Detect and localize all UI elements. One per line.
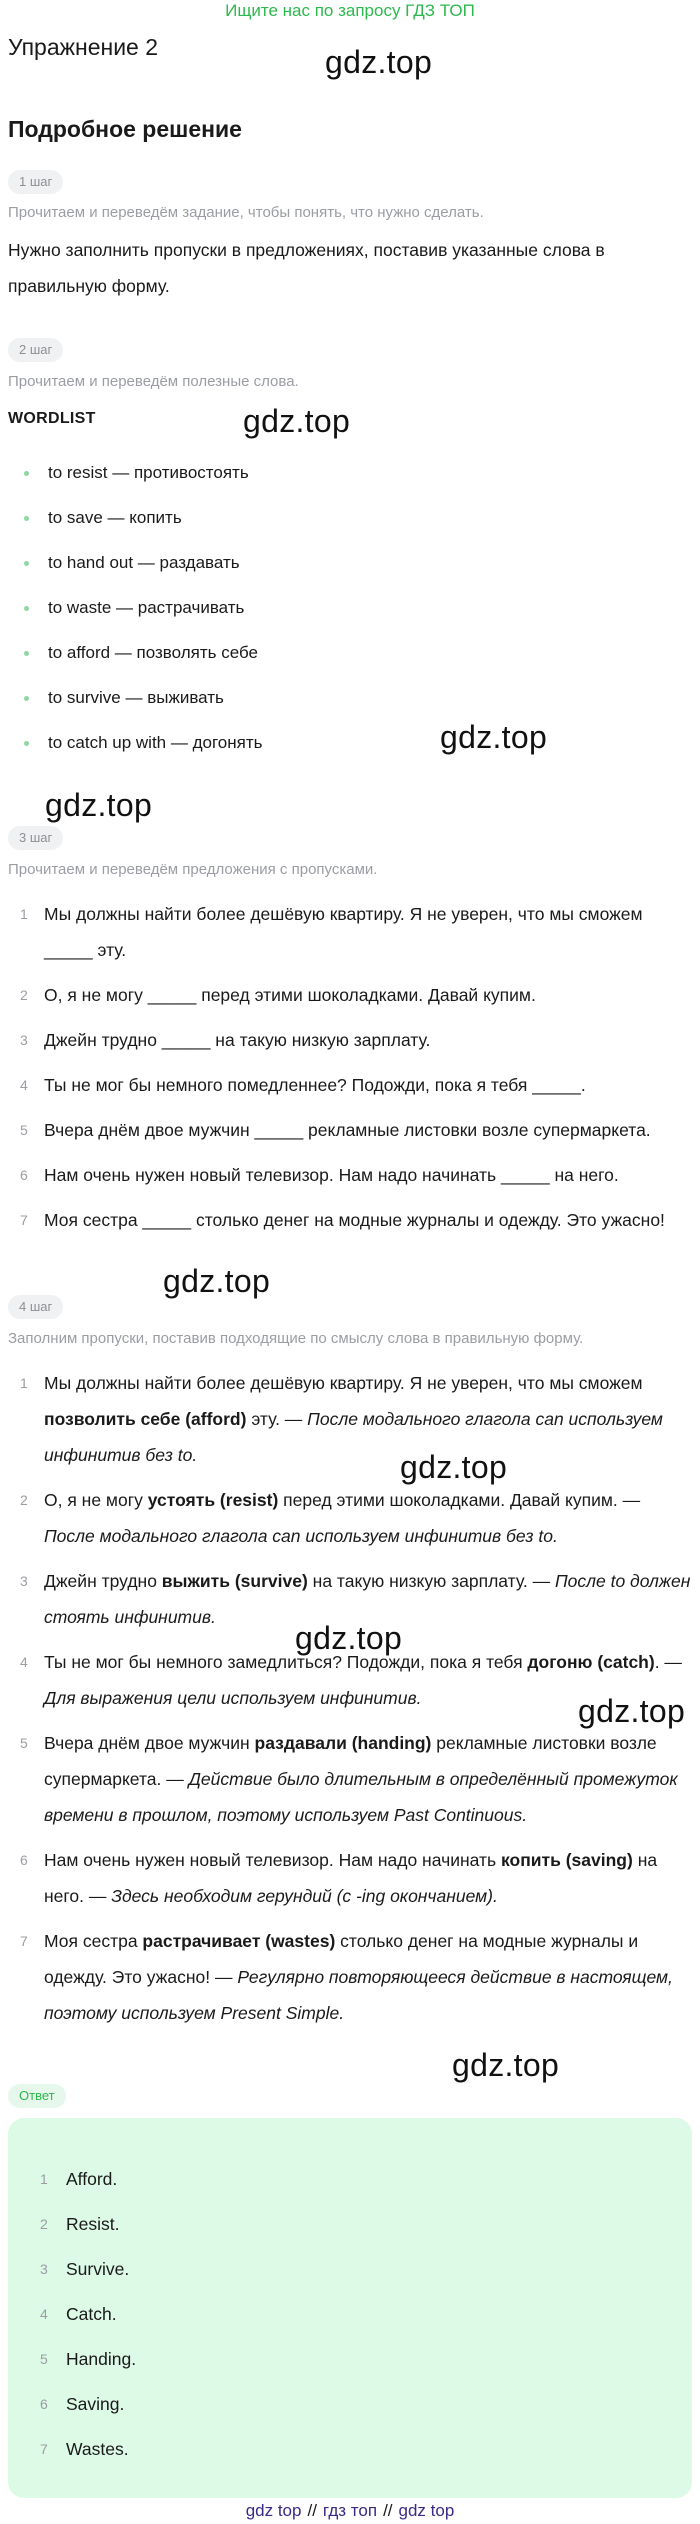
watermark: gdz.top xyxy=(295,1620,403,1656)
footer-links xyxy=(0,2500,700,2522)
watermark: gdz.top xyxy=(452,2047,560,2083)
step-badge: 2 шаг xyxy=(8,338,63,362)
step-note: Прочитаем и переведём задание, чтобы понять, что нужно сделать. xyxy=(8,204,484,221)
step-note: Заполним пропуски, поставив подходящие по смыслу слова в правильную форму. xyxy=(8,1330,584,1347)
list-item: to resist — противостоять xyxy=(24,455,262,500)
exercise-title: Упражнение 2 xyxy=(8,34,159,60)
search-banner[interactable]: Ищите нас по запросу ГДЗ ТОП xyxy=(225,1,475,20)
bullet-icon xyxy=(24,651,29,656)
separator: // xyxy=(307,2501,317,2520)
list-item: to waste — растрачивать xyxy=(24,590,262,635)
list-item: 2 О, я не могу устоять (resist) перед этими шоколадками. Давай купим. — После модального глагола can используем инфинитив без to. xyxy=(20,1490,641,1546)
step-note: Прочитаем и переведём полезные слова. xyxy=(8,373,299,390)
list-item: 2 Resist. xyxy=(40,2214,120,2234)
list-item: 6 Нам очень нужен новый телевизор. Нам надо начинать _____ на него. xyxy=(20,1165,619,1185)
footer-link-gdz-top-2[interactable]: gdz top xyxy=(398,2501,455,2520)
list-item: 3 Survive. xyxy=(40,2259,130,2279)
watermark: gdz.top xyxy=(243,403,351,439)
step-badge: 1 шаг xyxy=(8,170,63,194)
list-item: 1 Afford. xyxy=(40,2169,118,2189)
list-item: 2 О, я не могу _____ перед этими шоколадками. Давай купим. xyxy=(20,985,536,1005)
bullet-icon xyxy=(24,516,29,521)
list-item: 4 Ты не мог бы немного помедленнее? Подожди, пока я тебя _____. xyxy=(20,1075,586,1095)
wordlist xyxy=(24,455,262,770)
answer-badge: Ответ xyxy=(8,2084,66,2108)
separator: // xyxy=(383,2501,393,2520)
watermark: gdz.top xyxy=(325,44,433,80)
watermark: gdz.top xyxy=(400,1449,508,1485)
footer-link-gdz-top-ru[interactable]: гдз топ xyxy=(322,2501,378,2520)
task-description: Нужно заполнить пропуски в предложениях, поставив указанные слова в правильную форму. xyxy=(8,240,605,296)
list-item: 7 Моя сестра растрачивает (wastes) столько денег на модные журналы и одежду. Это ужасно! — Регулярно повторяющееся действие в настоящем, поэтому используем Present Simple. xyxy=(20,1931,673,2023)
watermark: gdz.top xyxy=(163,1263,271,1299)
solution-title: Подробное решение xyxy=(8,116,242,142)
bullet-icon xyxy=(24,741,29,746)
list-item: 4 Catch. xyxy=(40,2304,117,2324)
step-badge: 3 шаг xyxy=(8,826,63,850)
list-item: 3 Джейн трудно выжить (survive) на такую низкую зарплату. — После to должен стоять инфинитив. xyxy=(20,1571,691,1627)
wordlist-title: WORDLIST xyxy=(8,410,96,427)
bullet-icon xyxy=(24,471,29,476)
footer-link-gdz-top[interactable]: gdz top xyxy=(245,2501,302,2520)
list-item: 3 Джейн трудно _____ на такую низкую зарплату. xyxy=(20,1030,431,1050)
watermark: gdz.top xyxy=(45,787,153,823)
list-item: 5 Вчера днём двое мужчин _____ рекламные листовки возле супермаркета. xyxy=(20,1120,651,1140)
list-item: 5 Вчера днём двое мужчин раздавали (handing) рекламные листовки возле супермаркета. — Действие было длительным в определённый промежуток времени в прошлом, поэтому используем Past Continuous. xyxy=(20,1733,678,1825)
list-item: 1 Мы должны найти более дешёвую квартиру. Я не уверен, что мы сможем позволить себе (afford) эту. — После модального глагола can используем инфинитив без to. xyxy=(20,1373,663,1465)
list-item: 7 Wastes. xyxy=(40,2439,129,2459)
list-item: 4 Ты не мог бы немного замедлиться? Подожди, пока я тебя догоню (catch). — Для выражения цели используем инфинитив. xyxy=(20,1652,682,1708)
bullet-icon xyxy=(24,696,29,701)
step-badge: 4 шаг xyxy=(8,1295,63,1319)
list-item: to catch up with — догонять xyxy=(24,725,262,770)
bullet-icon xyxy=(24,561,29,566)
list-item: 6 Нам очень нужен новый телевизор. Нам надо начинать копить (saving) на него. — Здесь необходим герундий (с -ing окончанием). xyxy=(20,1850,658,1906)
sentence-list xyxy=(20,896,695,1238)
list-item: to hand out — раздавать xyxy=(24,545,262,590)
step-note: Прочитаем и переведём предложения с пропусками. xyxy=(8,861,378,878)
bullet-icon xyxy=(24,606,29,611)
list-item: 5 Handing. xyxy=(40,2349,137,2369)
list-item: to survive — выживать xyxy=(24,680,262,725)
list-item: 7 Моя сестра _____ столько денег на модные журналы и одежду. Это ужасно! xyxy=(20,1210,665,1230)
answer-list xyxy=(40,2161,136,2476)
list-item: to save — копить xyxy=(24,500,262,545)
watermark: gdz.top xyxy=(440,719,548,755)
solution-list xyxy=(20,1365,695,2031)
list-item: to afford — позволять себе xyxy=(24,635,262,680)
list-item: 6 Saving. xyxy=(40,2394,125,2414)
list-item: 1 Мы должны найти более дешёвую квартиру. Я не уверен, что мы сможем _____ эту. xyxy=(20,904,643,960)
watermark: gdz.top xyxy=(578,1693,686,1729)
